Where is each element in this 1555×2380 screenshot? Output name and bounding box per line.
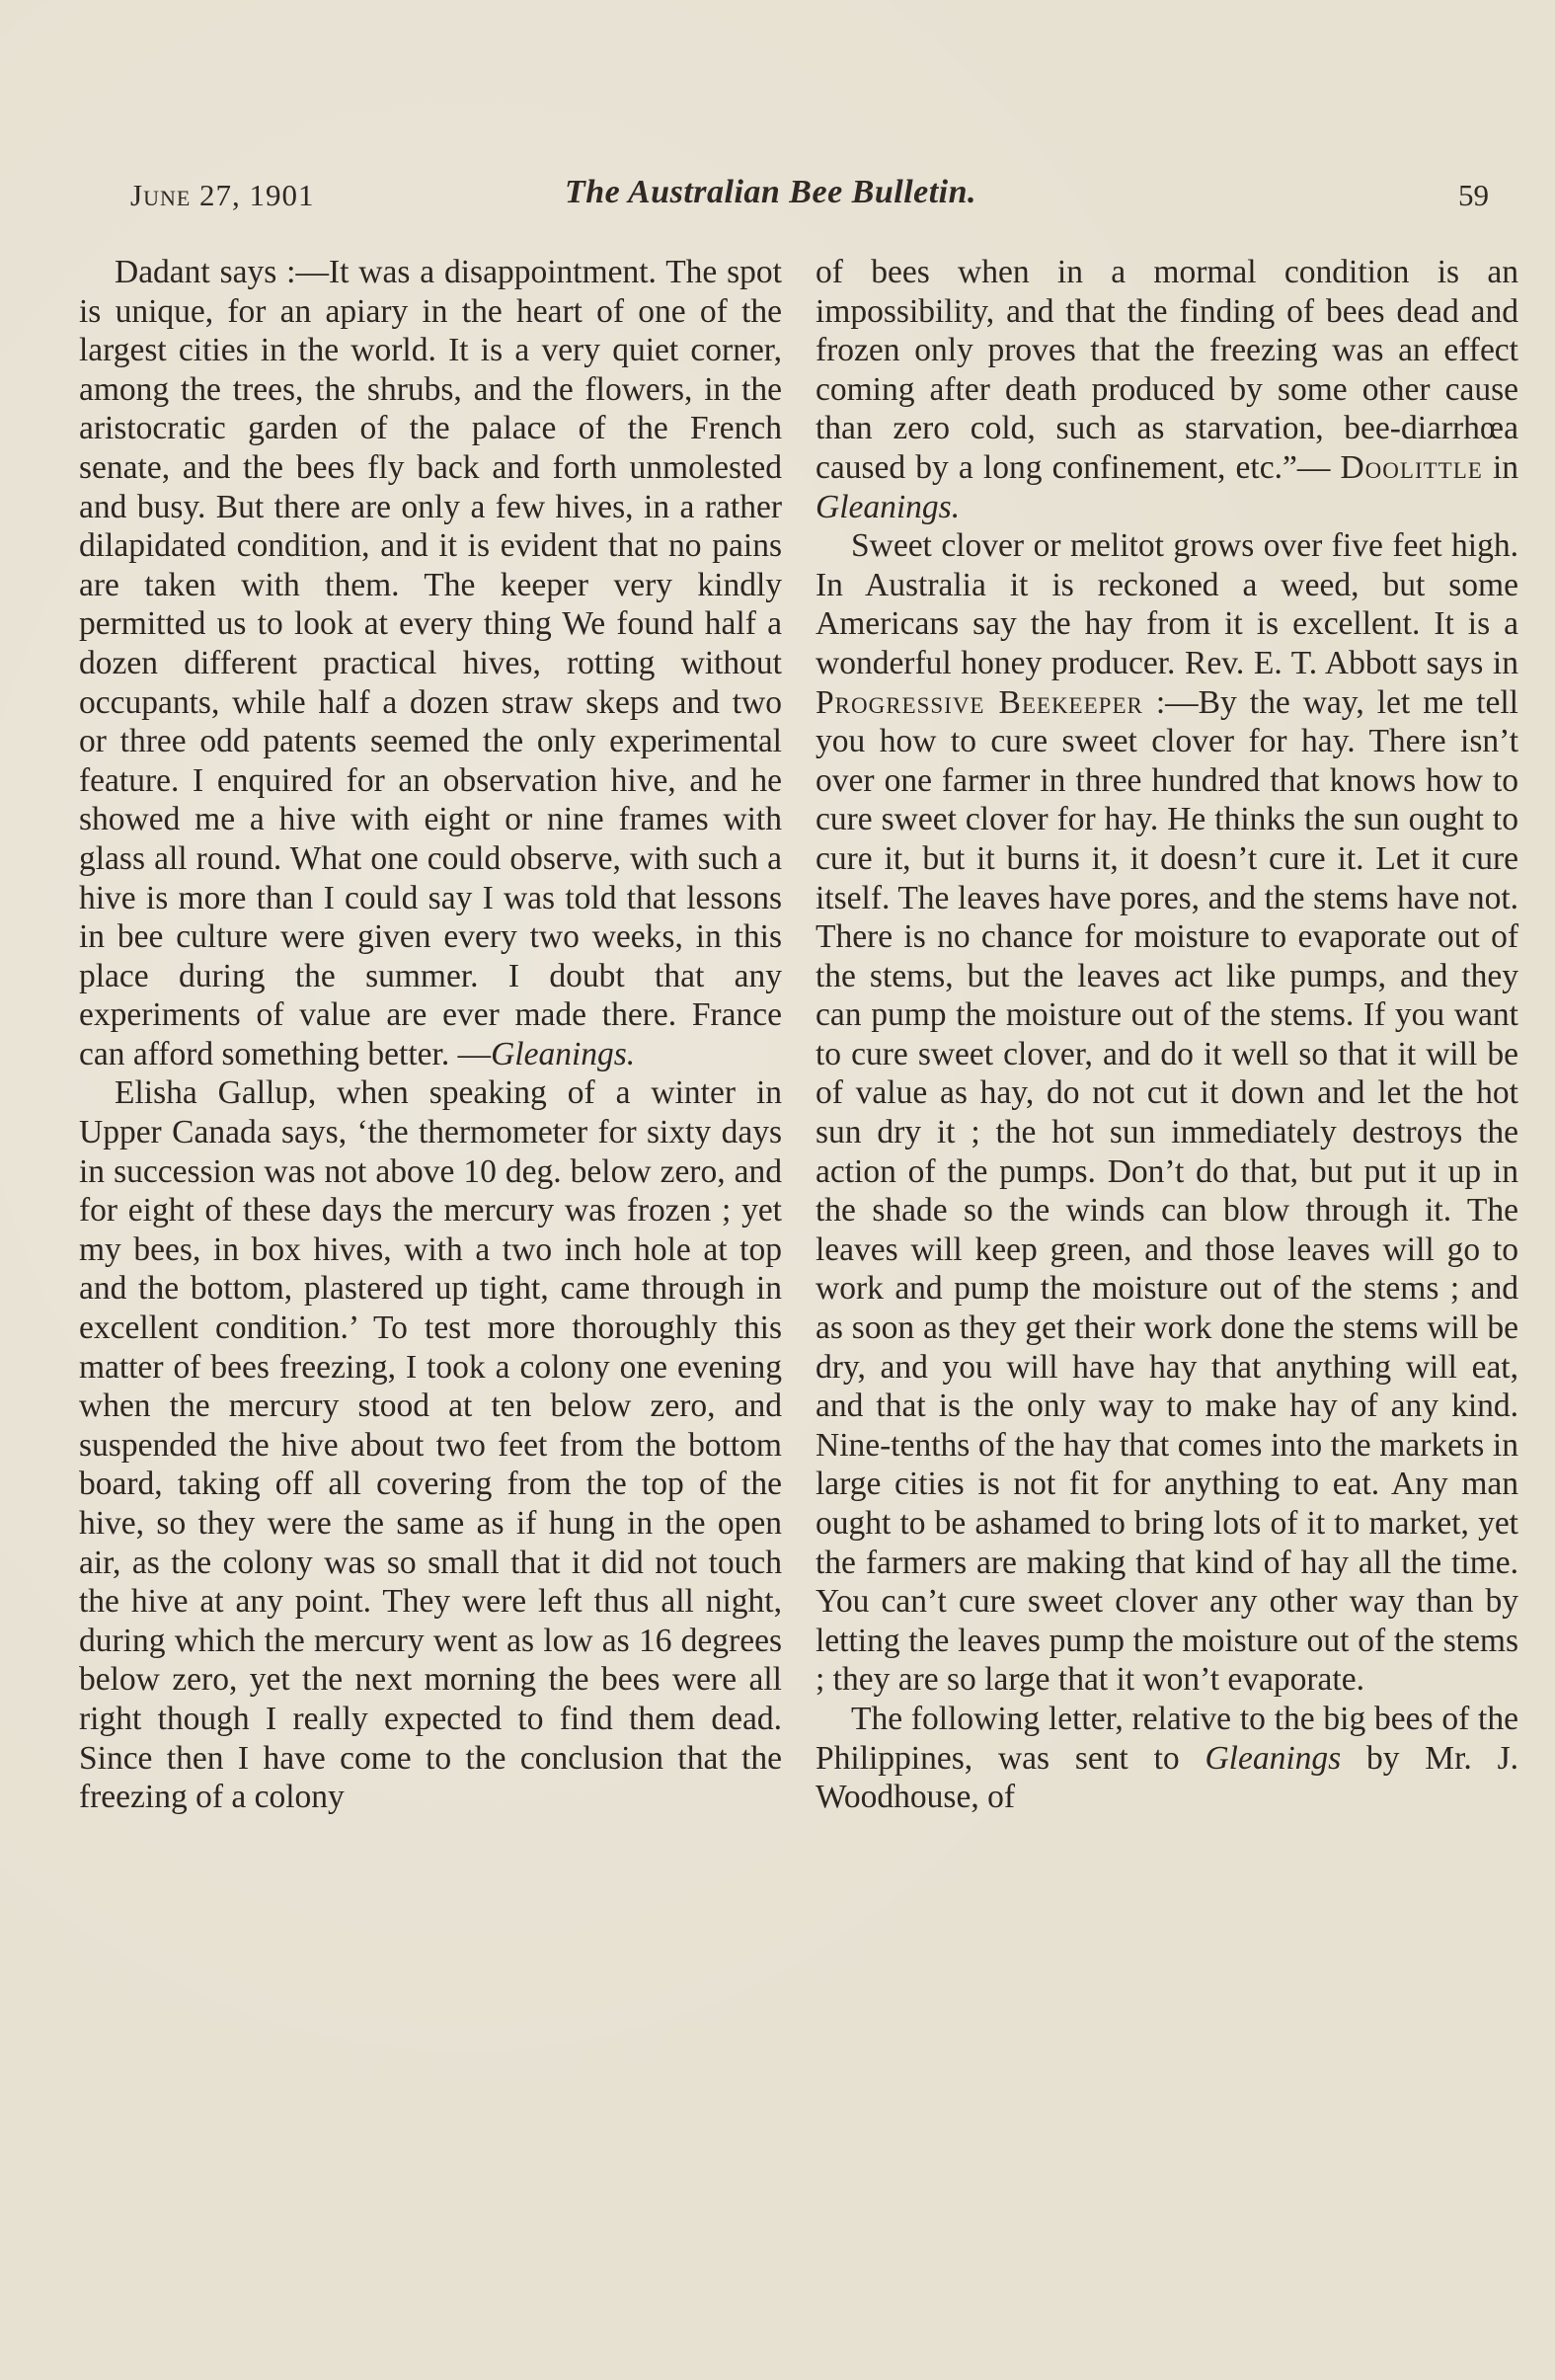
article-paragraph-p5	[816, 1700, 1518, 1817]
text-run: Progressive Beekeeper	[816, 683, 1143, 721]
right-column	[816, 253, 1518, 1817]
issue-date-rest: 27, 1901	[191, 178, 315, 212]
text-run: Gleanings	[1205, 1739, 1342, 1777]
text-run: Dadant says :—It was a disappointment. The spot is unique, for an apiary in the heart of one of the largest cities in the world. It is a very quiet corner, among the trees, the shrubs, and the flowers, in the aristocratic garden of the palace of the French senate, and the bees fly back and forth unmolested and busy. But there are only a few hives, in a rather dilapidated condition, and it is evident that no pains are taken with them. The keeper very kindly permitted us to look at every thing We found half a dozen different practical hives, rotting without occupants, while half a dozen straw skeps and two or three odd patents seemed the only experimental feature. I enquired for an observation hive, and he showed me a hive with eight or nine frames with glass all round. What one could observe, with such a hive is more than I could say I was told that lessons in bee culture were given every two weeks, in this place during the summer. I doubt that any experiments of value are ever made there. France can afford something better. —	[79, 254, 782, 1072]
running-header	[130, 174, 1489, 225]
text-run: Elisha Gallup, when speaking of a winter in Upper Canada says, ‘the thermometer for sixty days in succession was not above 10 deg. below zero, and for eight of these days the mercury was frozen ; yet my bees, in box hives, with a two inch hole at top and the bottom, plastered up tight, came through in excellent condition.’ To test more thoroughly this matter of bees freezing, I took a colony one evening when the mercury stood at ten below zero, and suspended the hive about two feet from the bottom board, taking off all covering from the top of the hive, so they were the same as if hung in the open air, as the colony was so small that it did not touch the hive at any point. They were left thus all night, during which the mercury went as low as 16 degrees below zero, yet the next morning the bees were all right though I really expected to find them dead. Since then I have come to the conclusion that the freezing of a colony	[79, 1074, 782, 1816]
text-run: The following letter, relative to the big bees of the Philippines, was sent to	[816, 1700, 1518, 1777]
text-run: of bees when in a mormal condition is an impossibility, and that the finding of bees dead and frozen only proves that the freezing was an effect coming after death produced by some other cause than zero cold, such as starvation, bee-diarrhœa caused by a long confinement, etc.”—	[816, 254, 1518, 486]
article-paragraph-p1	[79, 253, 782, 1073]
text-run: in	[1482, 448, 1519, 486]
page-number: 59	[1458, 178, 1489, 212]
left-column	[79, 253, 782, 1817]
text-run: Sweet clover or melitot grows over five feet high. In Australia it is reckoned a weed, but some Americans say the hay from it is excellent. It is a wonderful honey producer. Rev. E. T. Abbott says in	[816, 527, 1518, 681]
text-run: :—By the way, let me tell you how to cure sweet clover for hay. There isn’t over one farmer in three hundred that knows how to cure sweet clover for hay. He thinks the sun ought to cure it, but it burns it, it doesn’t cure it. Let it cure itself. The leaves have pores, and the stems have not. There is no chance for moisture to evaporate out of the stems, but the leaves act like pumps, and they can pump the moisture out of the stems. If you want to cure sweet clover, and do it well so that it will be of value as hay, do not cut it down and let the hot sun dry it ; the hot sun immediately destroys the action of the pumps. Don’t do that, but put it up in the shade so the winds can blow through it. The leaves will keep green, and those leaves will go to work and pump the moisture out of the stems ; and as soon as they get their work done the stems will be dry, and you will have hay that anything will eat, and that is the only way to make hay of any kind. Nine-tenths of the hay that comes into the markets in large cities is not fit for anything to eat. Any man ought to be ashamed to bring lots of it to market, yet the farmers are making that kind of hay all the time. You can’t cure sweet clover any other way than by letting the leaves pump the moisture out of the stems ; they are so large that it won’t evaporate.	[816, 683, 1518, 1699]
publication-title: The Australian Bee Bulletin.	[565, 174, 977, 210]
text-run: Doolittle	[1340, 448, 1483, 486]
article-paragraph-p4	[816, 526, 1518, 1700]
issue-date-month: June	[130, 178, 192, 212]
text-run: Gleanings.	[491, 1035, 636, 1072]
text-run: by Mr. J. Woodhouse, of	[816, 1739, 1518, 1816]
text-run: Gleanings.	[816, 488, 961, 525]
article-paragraph-p2	[79, 1073, 782, 1816]
issue-date	[130, 178, 315, 213]
article-paragraph-p3	[816, 253, 1518, 526]
